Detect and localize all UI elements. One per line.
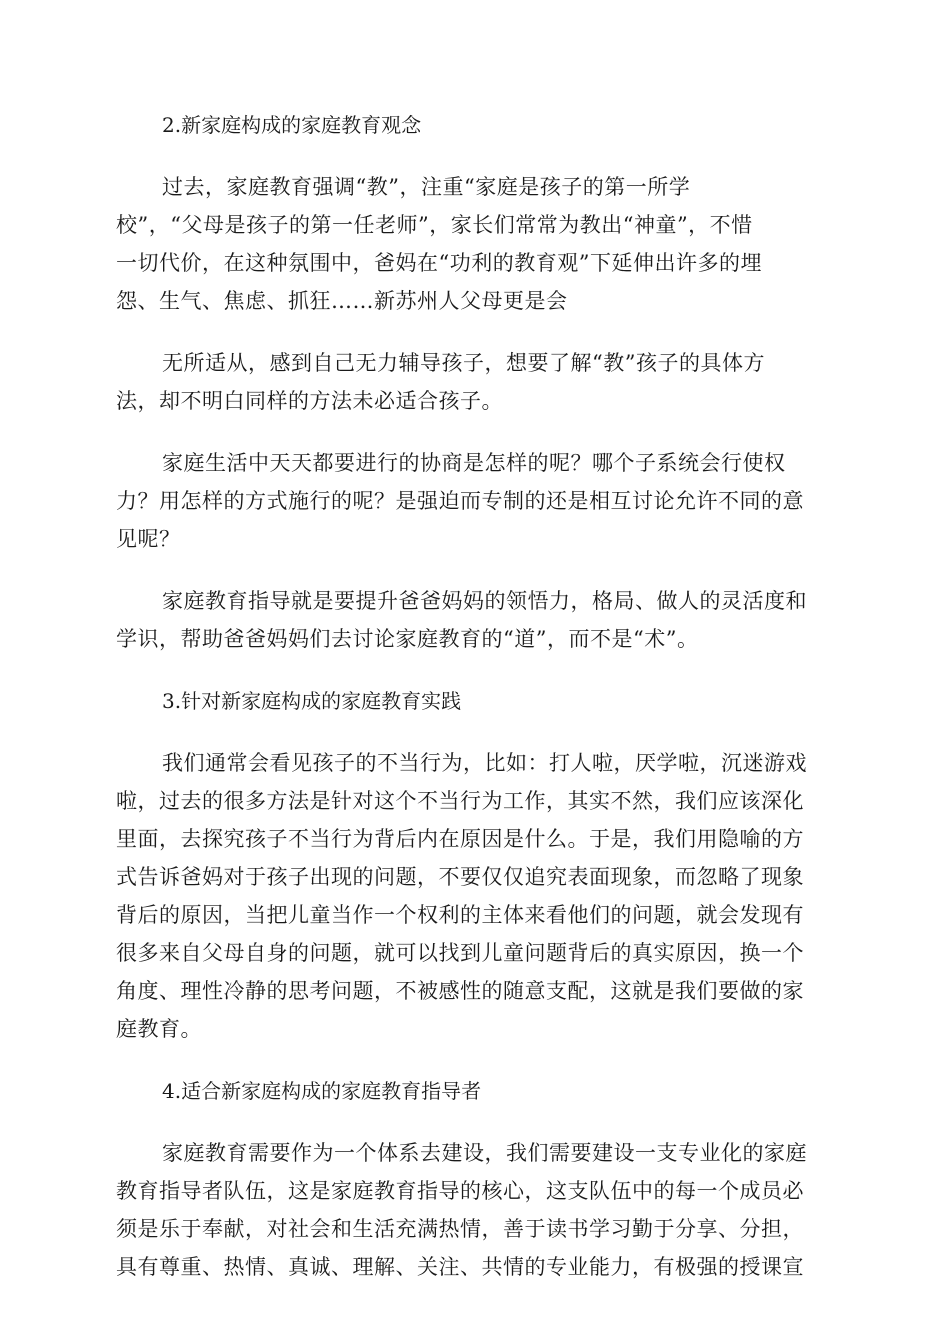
paragraph-line: 里面，去探究孩子不当行为背后内在原因是什么。于是，我们用隐喻的方: [116, 827, 804, 851]
paragraph-line: 家庭教育需要作为一个体系去建设，我们需要建设一支专业化的家庭: [162, 1141, 807, 1165]
paragraph-line: 力？用怎样的方式施行的呢？是强迫而专制的还是相互讨论允许不同的意: [116, 489, 804, 513]
section-heading-4: 4.适合新家庭构成的家庭教育指导者: [162, 1079, 482, 1103]
paragraph-line: 啦，过去的很多方法是针对这个不当行为工作，其实不然，我们应该深化: [116, 789, 804, 813]
paragraph: [116, 344, 836, 420]
paragraph-line: 见呢？: [116, 527, 181, 551]
paragraph-line: 校”，“父母是孩子的第一任老师”，家长们常常为教出“神童”，不惜: [116, 213, 753, 237]
paragraph-line: 我们通常会看见孩子的不当行为，比如：打人啦，厌学啦，沉迷游戏: [162, 751, 807, 775]
paragraph-line: 具有尊重、热情、真诚、理解、关注、共情的专业能力，有极强的授课宣: [116, 1255, 804, 1279]
paragraph-line: 很多来自父母自身的问题，就可以找到儿童问题背后的真实原因，换一个: [116, 941, 804, 965]
paragraph-line: 庭教育。: [116, 1017, 202, 1041]
paragraph-line: 背后的原因，当把儿童当作一个权利的主体来看他们的问题，就会发现有: [116, 903, 804, 927]
paragraph-line: 过去，家庭教育强调“教”，注重“家庭是孩子的第一所学: [162, 175, 691, 199]
paragraph-line: 无所适从，感到自己无力辅导孩子，想要了解“教”孩子的具体方: [162, 351, 765, 375]
paragraph: [116, 744, 836, 1048]
paragraph: [116, 582, 836, 658]
paragraph-line: 教育指导者队伍，这是家庭教育指导的核心，这支队伍中的每一个成员必: [116, 1179, 804, 1203]
paragraph-line: 式告诉爸妈对于孩子出现的问题，不要仅仅追究表面现象，而忽略了现象: [116, 865, 804, 889]
paragraph-line: 怨、生气、焦虑、抓狂……新苏州人父母更是会: [116, 289, 568, 313]
paragraph-line: 学识，帮助爸爸妈妈们去讨论家庭教育的“道”，而不是“术”。: [116, 627, 699, 651]
paragraph: [116, 444, 836, 558]
section-heading-2: 2.新家庭构成的家庭教育观念: [162, 113, 422, 137]
paragraph-line: 家庭生活中天天都要进行的协商是怎样的呢？哪个子系统会行使权: [162, 451, 786, 475]
paragraph-line: 一切代价，在这种氛围中，爸妈在“功利的教育观”下延伸出许多的埋: [116, 251, 762, 275]
paragraph: [116, 1134, 836, 1286]
document-page: [116, 106, 836, 1286]
paragraph-line: 须是乐于奉献，对社会和生活充满热情，善于读书学习勤于分享、分担，: [116, 1217, 804, 1241]
paragraph-line: 角度、理性冷静的思考问题，不被感性的随意支配，这就是我们要做的家: [116, 979, 804, 1003]
paragraph-line: 家庭教育指导就是要提升爸爸妈妈的领悟力，格局、做人的灵活度和: [162, 589, 807, 613]
paragraph-line: 法，却不明白同样的方法未必适合孩子。: [116, 389, 503, 413]
paragraph: [116, 168, 836, 320]
section-heading-3: 3.针对新家庭构成的家庭教育实践: [162, 689, 462, 713]
